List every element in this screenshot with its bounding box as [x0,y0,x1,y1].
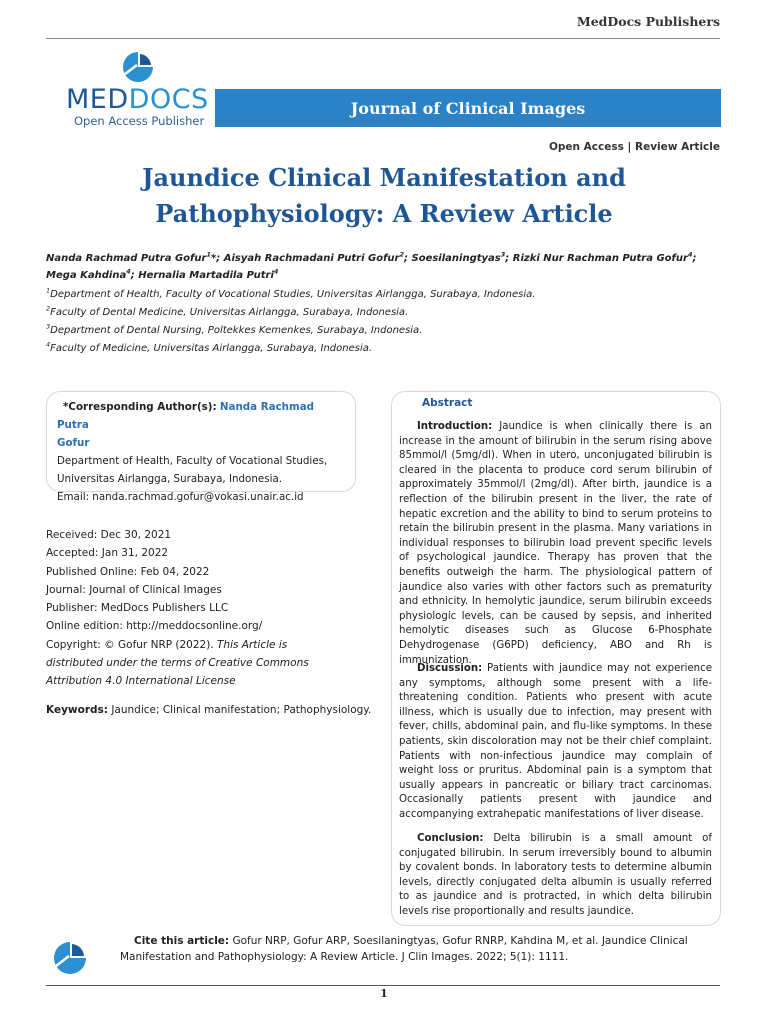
journal-banner: Journal of Clinical Images [215,89,721,127]
affiliation-text: Department of Dental Nursing, Poltekkes Kemenkes, Surabaya, Indonesia. [50,325,423,336]
corresponding-email[interactable]: Email: nanda.rachmad.gofur@vokasi.unair.ac.id [57,491,304,503]
corresponding-label: *Corresponding Author(s): [63,401,217,413]
corresponding-univ: Universitas Airlangga, Surabaya, Indonesia. [57,473,283,485]
keywords-label: Keywords: [46,704,108,716]
abstract-discussion [399,662,712,823]
author-affil-sup: 3 [500,250,506,259]
article-type-label: Open Access | Review Article [548,141,720,153]
discussion-text: Patients with jaundice may not experience any symptoms, although some present with a life-threatening condition. Patients who present with acute illness, which is usually due to infection, may present with fever, chills, abdominal pain, and flu-like symptoms. In these patients, skin discoloration may not be their chief complaint. Patients with non-infectious jaundice may complain of weight loss or pruritus. Abdominal pain is a symptom that usually appears in pancreatic or biliary tract carcinomas. Occasionally patients present with jaundice and accompanying extrahepatic manifestations of liver disease. [399,663,712,820]
author-affil-sup: 4 [273,267,279,276]
author: Soesilaningtyas [411,253,501,264]
citation-label: Cite this article: [134,935,230,947]
copyright-line-3 [46,672,366,690]
affiliation-text: Department of Health, Faculty of Vocational Studies, Universitas Airlangga, Surabaya, Indonesia. [50,289,536,300]
author-list: Nanda Rachmad Putra Gofur$^1$*; Aisyah Rachmadani Putri Gofur$^2$; Soesilaningtyas$^3$; Rizki Nur Rachman Putra Gofur$^4$; Mega Kahdina$^4$; Hernalia Martadila Putri$^4$ [46,250,697,281]
corresponding-name[interactable]: Nanda Rachmad Putra [57,401,315,431]
intro-text: Jaundice is when clinically there is an increase in the amount of bilirubin in the serum rising above 85mmol/l (5mg/dl). When in utero, unconjugated bilirubin is cleared in the placenta to produce cord serum bilirubin of approximately 35mmol/l (2mg/dl). After birth, jaundice is a reflection of the bilirubin present in the liver, the rate of hepatic excretion and the ability to bind to serum proteins to retain the bilirubin present in the plasma. Many variations in individual responses to bilirubin load prevent specific levels of psychological jaundice. Therapy has proven that the benefits outweigh the harm. The physiological pattern of jaundice also varies with other factors such as prematurity and ethnicity. In hemolytic jaundice, serum bilirubin exceeds physiologic levels, can be caused by sepsis, and inherited hemolytic diseases such as Glucose 6-Phosphate Dehydrogenase (G6PD) deficiency, ABO and Rh is immunization. [399,421,712,666]
affiliation-1 [46,288,718,302]
corresponding-author-box [46,391,356,503]
affiliation-4 [46,342,718,356]
published-date: Published Online: Feb 04, 2022 [46,565,210,578]
copyright [46,636,366,654]
conclusion-label: Conclusion: [417,833,484,844]
logo-tagline: Open Access Publisher [74,114,205,128]
affiliation-num: 3 [46,322,51,331]
publisher-line: Publisher: MedDocs Publishers LLC [46,602,229,615]
intro-label: Introduction: [417,421,493,432]
corresponding-mark: * [210,253,217,264]
author-affil-sup: 4 [687,250,693,259]
citation-text: Gofur NRP, Gofur ARP, Soesilaningtyas, Gofur RNRP, Kahdina M, et al. Jaundice Clinical Manifestation and Pathophysiology: A Review Article. J Clin Images. 2022; 5(1): 1111. [120,935,688,963]
logo-part2: DOCS [128,84,209,115]
copyright-line-2 [46,654,366,672]
meddocs-logo[interactable] [66,50,208,128]
keywords-text: Jaundice; Clinical manifestation; Pathophysiology. [107,704,372,716]
top-divider [46,38,720,39]
copyright-license-3: Attribution 4.0 International License [46,675,236,688]
received-date: Received: Dec 30, 2021 [46,529,172,541]
title-line-1: Jaundice Clinical Manifestation and [142,163,626,192]
online-edition[interactable]: Online edition: http://meddocsonline.org/ [46,620,263,633]
meddocs-small-logo-icon [50,938,94,976]
copyright-license-2: distributed under the terms of Creative Commons [46,657,309,670]
affiliation-2 [46,306,718,320]
publisher-name: MedDocs Publishers [576,14,720,29]
page-number: 1 [380,987,388,1000]
affiliation-text: Faculty of Medicine, Universitas Airlangga, Surabaya, Indonesia. [50,343,373,354]
author-affil-sup: 2 [399,250,405,259]
bottom-divider [46,985,720,986]
author: Nanda Rachmad Putra Gofur [46,253,207,264]
journal-name: Journal: Journal of Clinical Images [46,583,222,596]
abstract-introduction [399,420,712,668]
article-title [60,160,708,232]
author: Rizki Nur Rachman Putra Gofur [512,253,688,264]
accepted-date: Accepted: Jan 31, 2022 [46,547,169,560]
affiliation-num: 4 [46,340,51,349]
abstract-conclusion [399,832,712,920]
citation [120,934,720,965]
corresponding-dept: Department of Health, Faculty of Vocational Studies, [57,455,328,467]
affiliation-num: 1 [46,286,51,295]
affiliation-text: Faculty of Dental Medicine, Universitas Airlangga, Surabaya, Indonesia. [50,307,409,318]
meddocs-logo-icon [120,50,156,84]
keywords [46,704,376,716]
author-affil-sup: 4 [126,267,131,276]
author: Mega Kahdina [46,270,127,281]
copyright-license-1: This Article is [217,638,288,651]
affiliation-num: 2 [46,304,51,313]
author: Hernalia Martadila Putri [138,270,274,281]
title-line-2: Pathophysiology: A Review Article [155,199,613,228]
copyright-holder: Copyright: © Gofur NRP (2022). [46,638,217,651]
logo-wordmark [66,86,209,113]
conclusion-text: Delta bilirubin is a small amount of conjugated bilirubin. In serum irreversibly bound to albumin by covalent bonds. In laboratory tests to determine albumin levels, directly conjugated delta albumin is usually referred to as jaundice and is protracted, in which delta bilirubin levels rise proportionally and results jaundice. [399,833,712,917]
affiliation-3 [46,324,718,338]
logo-part1: MED [66,84,129,115]
abstract-heading: Abstract [422,397,473,409]
author: Aisyah Rachmadani Putri Gofur [223,253,400,264]
discussion-label: Discussion: [417,663,483,674]
corresponding-name-cont[interactable]: Gofur [57,437,90,449]
article-meta [46,526,366,691]
author-affil-sup: 1 [206,250,211,259]
